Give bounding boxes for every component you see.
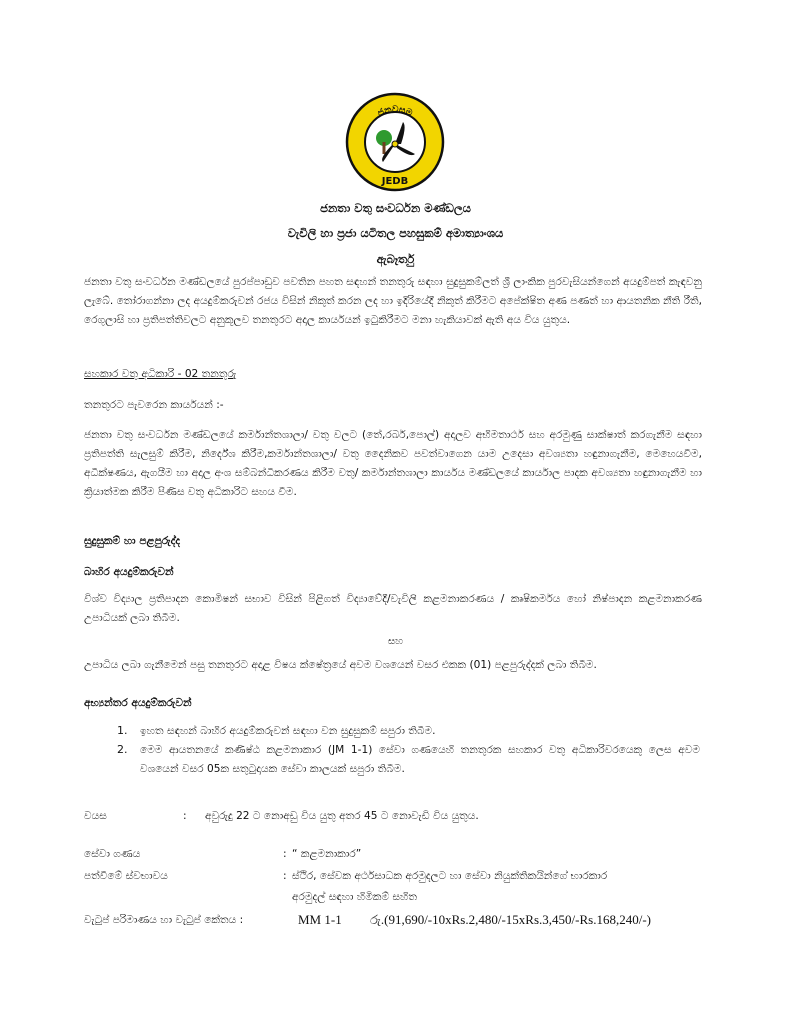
logo-bottom-text: JEDB xyxy=(381,176,409,187)
appointment-value-line2: අරමුදල් සඳහා හිමිකම් සහිත xyxy=(292,891,418,903)
duties-heading: තනතුරට පැවරෙන කාර්යයන් :- xyxy=(84,399,224,411)
list-item: ඉහත සඳහන් බාහිර අයදුම්කරුවන් සඳහා වන සුදුසුකම් සපුරා තිබීම. xyxy=(140,725,436,737)
list-item: මෙම ආයතනයේ කණිෂ්ඨ කළමනාකාර (JM 1-1) සේවා ගණයෙහි තනතුරක සහකාර වතු අධිකාරිවරයෙකු ලෙස අවම වශයෙන් වසර 05ක සතුටුදායක සේවා කාලයක් සපුරා තිබීම. xyxy=(140,744,700,775)
document-title: ඇබෑර්තු xyxy=(376,252,415,266)
age-value: අවුරුදු 22 ට නොඅඩු විය යුතු අතර 45 ට නොවැඩි විය යුතුය. xyxy=(205,810,479,822)
salary-code: MM 1-1 xyxy=(298,912,342,927)
jedb-logo-icon xyxy=(345,92,445,192)
appointment-label: පත්වීමේ ස්වභාවය xyxy=(84,870,168,882)
service-label: සේවා ගණය xyxy=(84,848,141,860)
salary-label: වැටුප් පරිමාණය හා වැටුප් කේතය : xyxy=(84,914,244,926)
duties-paragraph: ජනතා වතු සංවර්ධන මණ්ඩලයේ කර්මාන්තශාලා/ වතු වලට (තේ,රබර්,පොල්) අදාලව අභිමතාර්ථ සහ අරමුණු සාක්ෂාත් කරගැනීම සඳහා ප්‍රතිපත්ති සැලසුම් කිරීම, නිර්දේශ කිරීම,කර්මාන්තශාලා/ වතු දෛනිකව පවත්වාගෙන යාම උදෙසා අවශ්‍යතා හඳුනාගැනීම, මෙහෙයවීම, අධීක්ෂණය, ඇගයීම හා අදාල අංශ සම්බන්ධීකරණය කිරීම වතු/ කර්මාන්තශාලා කාර්යය මණ්ඩලයේ කාර්යාල පාදක අවශ්‍යතා හඳුනාගැනීම හා ක්‍රියාත්මක කිරීම පිණිස වතු අධිකාරිට සහය වීම. xyxy=(84,429,702,498)
internal-applicants-heading: අභ්‍යන්තර අයදුම්කරුවන් xyxy=(84,697,192,709)
age-label: වයස xyxy=(84,810,107,822)
external-qualification: විශ්ව විද්‍යාල ප්‍රතිපාදන කොමිෂන් සභාව විසින් පිළිගත් විද්‍යාවේදී/වැවිලි කළමනාකරණය / කෘෂිකර්මය හෝ නිෂ්පාදන කළමනාකරණ උපාධියක් ලබා තිබීම. xyxy=(84,593,702,624)
post-title: සහකාර වතු අධිකාරි - 02 තනතුරු xyxy=(84,368,237,380)
qualifications-heading: සුදුසුකම් හා පළපුරුද්ද xyxy=(84,535,181,547)
appointment-value-line1: ස්ථිර, සේවක අර්ථසාධක අරමුදලට හා සේවා නියුක්තිකයින්ගේ භාරකාර xyxy=(292,870,608,882)
service-value: “ කළමනාකාර” xyxy=(292,848,362,860)
and-text: සහ xyxy=(387,636,404,647)
age-separator: : xyxy=(183,810,187,822)
appointment-separator: : xyxy=(283,870,287,882)
organization-name: ජනතා වතු සංවර්ධන මණ්ඩලය xyxy=(320,201,471,215)
service-separator: : xyxy=(283,848,287,860)
intro-paragraph: ජනතා වතු සංවර්ධන මණ්ඩලයේ පුරප්පාඩුව පවතින පහත සඳහන් තනතුරු සඳහා සුදුසුකම්ලත් ශ්‍රී ලාංකික පුරවැසියන්ගෙන් අයදුම්පත් කැඳවනු ලැබේ. තෝරාගන්නා ලද අයදුම්කරුවන් රජය විසින් නිකුත් කරන ලද හා ඉදිරියේදී නිකුත් කිරීමට අපේක්ෂිත අණ පණත් හා ආයතනික නීති රීති, රෙගුලාසි හා ප්‍රතිපත්තිවලට අනුකූලව තනතුරට අදාල කාර්යයන් ඉටුකිරීමට මනා හැකියාවක් ඇති අය විය යුතුය. xyxy=(84,276,702,326)
salary-scale: රු.(91,690/-10xRs.2,480/-15xRs.3,450/-Rs.168,240/-) xyxy=(370,912,651,927)
ministry-name: වැවිලි හා ප්‍රජා යටිතල පහසුකම් අමාත්‍යාංශය xyxy=(287,226,504,240)
list-item-number: 1. xyxy=(117,724,128,737)
experience-requirement: උපාධිය ලබා ගැනීමෙන් පසු තනතුරට අදාළ විෂය ක්ෂේත්‍රයේ අවම වශයෙන් වසර එකක (01) පළපුරුද්දක් ලබා තිබීම. xyxy=(84,659,597,671)
list-item-number: 2. xyxy=(117,743,128,756)
logo-top-text: ජනවසම xyxy=(376,104,414,119)
external-applicants-heading: බාහිර අයදුම්කරුවන් xyxy=(84,566,174,578)
